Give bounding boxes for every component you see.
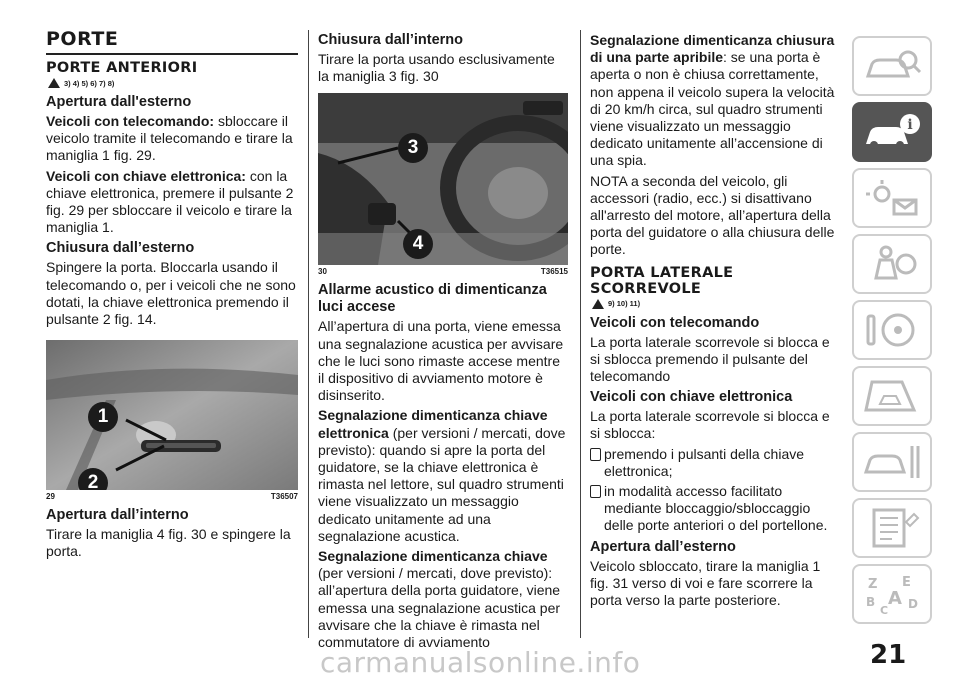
door-handle-illustration <box>46 340 298 490</box>
steering-key-icon[interactable] <box>852 300 932 360</box>
svg-text:E: E <box>902 575 911 590</box>
heading-lights-alarm: Allarme acustico di dimenticanza luci accese <box>318 282 547 316</box>
warning-refs-text: 9) 10) 11) <box>608 299 641 309</box>
para-open-part-reminder: Segnalazione dimenticanza chiusura di una parte apribile: se una porta è aperta o non è chiusa correttamente, non appena il veicolo supera la velocità di 20 km/h circa, sul quadro strumenti viene visualizzato un messaggio dedicato unitamente all’accensione di una spia. <box>590 32 835 169</box>
callout-3: 3 <box>398 133 428 163</box>
figure-30-caption: 30 T36515 <box>318 267 568 277</box>
interior-handle-illustration <box>318 93 568 265</box>
svg-text:D: D <box>908 597 918 611</box>
column-3 <box>590 28 840 612</box>
para-remote-sliding: La porta laterale scorrevole si blocca e si sblocca premendo il pulsante del telecomando <box>590 333 830 385</box>
para-note: NOTA a seconda del veicolo, gli accessori (radio, ecc.) si disattivano all'arresto del motore, all’apertura della porta del guidatore o alla chiusura delle porte. <box>590 172 835 258</box>
warning-triangle-icon <box>48 78 60 88</box>
figure-30 <box>318 93 568 265</box>
svg-text:C: C <box>880 604 889 614</box>
svg-text:B: B <box>866 595 876 609</box>
page-number: 21 <box>870 640 907 670</box>
car-warning-icon[interactable] <box>852 366 932 426</box>
para-lights-alarm: All’apertura di una porta, viene emessa una segnalazione acustica per avvisare che le luci sono rimaste accese mentre il dispositivo di avviamento motore è disinserito. <box>318 318 564 404</box>
car-info-icon[interactable] <box>852 102 932 162</box>
para-closing-outside: Spingere la porta. Bloccarla usando il telecomando o, per i veicoli che ne sono dotati, la chiave elettronica premendo il pulsante 2 fig. 14. <box>46 259 296 328</box>
title-rule <box>46 53 298 55</box>
para-remote: Veicoli con telecomando: sbloccare il veicolo tramite il telecomando e tirare la maniglia 1 fig. 29. <box>46 113 293 164</box>
watermark: carmanualsonline.info <box>320 646 641 679</box>
figure-29-caption: 29 T36507 <box>46 492 298 502</box>
heading-remote: Veicoli con telecomando <box>590 314 760 331</box>
section-title-sliding-door: PORTA LATERALE SCORREVOLE <box>590 264 734 297</box>
airbag-seat-icon[interactable] <box>852 234 932 294</box>
callout-2: 2 <box>78 468 108 490</box>
svg-text:A: A <box>888 588 902 609</box>
para-opening-outside-sliding: Veicolo sbloccato, tirare la maniglia 1 fig. 31 verso di voi e fare scorrere la porta verso la parte posteriore. <box>590 557 821 609</box>
car-search-icon[interactable] <box>852 36 932 96</box>
svg-text:i: i <box>907 117 913 133</box>
checkbox-bullet-icon <box>590 485 601 498</box>
para-key-reminder: Segnalazione dimenticanza chiave (per versioni / mercati, dove previsto): all’apertura della porta guidatore, viene emessa una segnalazione acustica per avvisare che la chiave è rimasta nel commutatore di avviamento <box>318 548 561 651</box>
column-divider-1 <box>308 30 309 638</box>
alphabet-index-icon[interactable] <box>852 564 932 624</box>
heading-opening-outside-sliding: Apertura dall’esterno <box>590 538 736 555</box>
figure-29 <box>46 340 298 490</box>
callout-4: 4 <box>403 229 433 259</box>
warning-references-sliding <box>592 299 840 309</box>
car-tools-icon[interactable] <box>852 432 932 492</box>
column-2 <box>318 28 568 654</box>
para-opening-inside: Tirare la maniglia 4 fig. 30 e spingere la porta. <box>46 526 291 560</box>
para-key-sliding: La porta laterale scorrevole si blocca e si sblocca: <box>590 408 830 442</box>
warning-lights-icon[interactable] <box>852 168 932 228</box>
para-electronic-key-reminder: Segnalazione dimenticanza chiave elettronica (per versioni / mercati, dove previsto): quando si apre la porta del guidatore, se la chiave elettronica è rimasta nel lettore, sul quadro strumenti viene visualizzato un messaggio dedicato unitamente ad una segnalazione acustica. <box>318 407 566 544</box>
heading-opening-outside: Apertura dall'esterno <box>46 94 192 110</box>
warning-triangle-icon <box>592 299 604 309</box>
heading-closing-inside: Chiusura dall’interno <box>318 32 464 48</box>
checklist-icon[interactable] <box>852 498 932 558</box>
heading-electronic-key: Veicoli con chiave elettronica <box>590 389 793 406</box>
section-title-front-doors: PORTE ANTERIORI <box>46 60 198 76</box>
chapter-title: PORTE <box>46 28 119 50</box>
heading-closing-outside: Chiusura dall’esterno <box>46 240 195 257</box>
warning-refs-text: 3) 4) 5) 6) 7) 8) <box>64 78 115 88</box>
para-electronic-key: Veicoli con chiave elettronica: con la chiave elettronica, premere il pulsante 2 fig. 29 per sbloccare il veicolo e tirare la maniglia 1. <box>46 167 294 236</box>
warning-references <box>48 78 298 88</box>
column-divider-2 <box>580 30 581 638</box>
para-closing-inside: Tirare la porta usando esclusivamente la maniglia 3 fig. 30 <box>318 51 555 85</box>
chapter-sidebar <box>852 36 932 630</box>
callout-1: 1 <box>88 402 118 432</box>
heading-opening-inside: Apertura dall’interno <box>46 507 189 524</box>
list-item: premendo i pulsanti della chiave elettronica; <box>590 446 840 480</box>
column-1 <box>46 28 298 564</box>
checkbox-bullet-icon <box>590 448 601 461</box>
svg-text:Z: Z <box>868 577 878 592</box>
list-item: in modalità accesso facilitato mediante bloccaggio/sbloccaggio delle porte anteriori o del portellone. <box>590 483 840 535</box>
